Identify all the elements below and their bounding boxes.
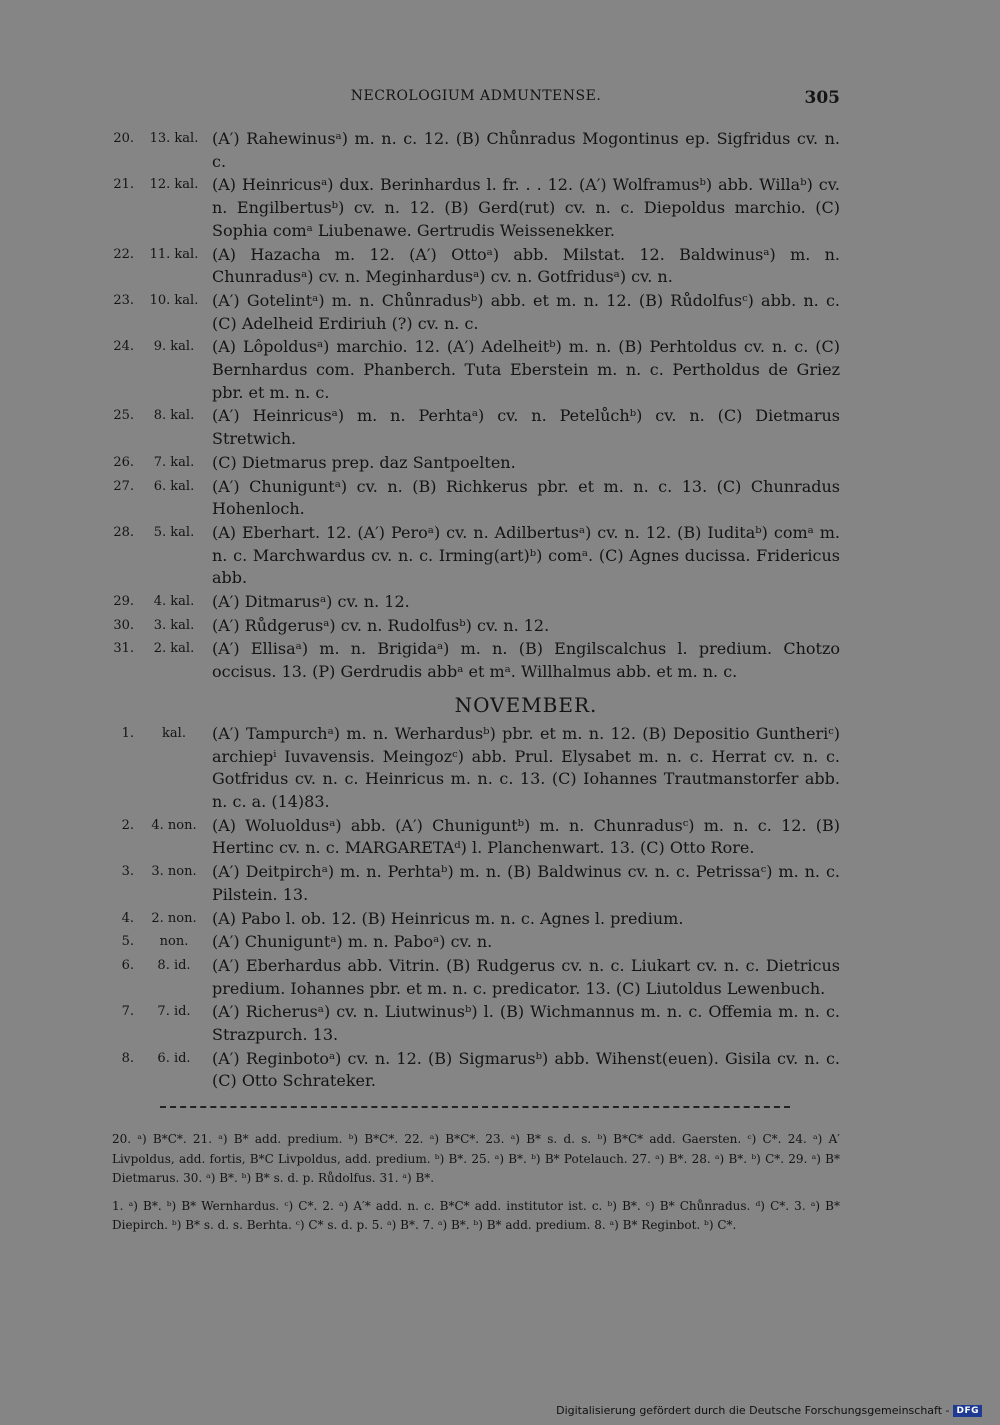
entry-roman-date: 4. kal.	[153, 594, 195, 610]
entry-roman-date: 8. id.	[157, 957, 191, 973]
entry-text: (A) Heinricusᵃ) dux. Berinhardus l. fr. . . 12. (A′) Wolframusᵇ) abb. Willaᵇ) cv. n. Engilbertusᵇ) cv. n. 12. (B) Gerd(rut) cv. n. c. Diepoldus marchio. (C) Sophia comᵃ Liubenawe. Gertrudis Weissenekker.	[212, 175, 840, 240]
entry-roman-date: 8. kal.	[153, 408, 195, 424]
entry-row	[112, 174, 840, 242]
entry-row	[112, 908, 840, 931]
entry-day-number: 27.	[113, 478, 134, 494]
entry-roman-date: non.	[159, 934, 189, 950]
entry-day-number: 21.	[113, 177, 134, 193]
entry-text: (A′) Růdgerusᵃ) cv. n. Rudolfusᵇ) cv. n. 12.	[212, 615, 550, 635]
entry-row	[112, 290, 840, 335]
entry-row	[112, 244, 840, 289]
entry-row	[112, 452, 840, 475]
entry-row	[112, 522, 840, 590]
entry-text: (A′) Reginbotoᵃ) cv. n. 12. (B) Sigmarusᵇ) abb. Wihenst(euen). Gisila cv. n. c. (C) Otto Schrateker.	[212, 1048, 840, 1091]
october-entries	[112, 128, 840, 684]
entry-text: (A) Pabo l. ob. 12. (B) Heinricus m. n. c. Agnes l. predium.	[212, 908, 684, 928]
entry-day-number: 23.	[113, 292, 134, 308]
entry-row	[112, 1001, 840, 1046]
entry-text: (A) Lôpoldusᵃ) marchio. 12. (A′) Adelheitᵇ) m. n. (B) Perhtoldus cv. n. c. (C) Bernhardus com. Phanberch. Tuta Eberstein m. n. c. Pertholdus de Griez pbr. et m. n. c.	[212, 337, 840, 402]
entry-day-number: 31.	[113, 641, 134, 657]
footnotes-october: 20. ᵃ) B*C*. 21. ᵃ) B* add. predium. ᵇ) B*C*. 22. ᵃ) B*C*. 23. ᵃ) B* s. d. s. ᵇ) B*C* add. Gaersten. ᶜ) C*. 24. ᵃ) A′ Livpoldus, add. fortis, B*C Livpoldus, add. predium. ᵇ) B*. 25. ᵃ) B*. ᵇ) B* Potelauch. 27. ᵃ) B*. 28. ᵃ) B*. ᵇ) C*. 29. ᵃ) B* Dietmarus. 30. ᵃ) B*. ᵇ) B* s. d. p. Růdolfus. 31. ᵃ) B*.	[112, 1132, 840, 1185]
entry-day-number: 29.	[113, 594, 134, 610]
page-number: 305	[804, 88, 840, 108]
page-header	[112, 88, 840, 114]
entry-roman-date: 12. kal.	[149, 177, 199, 193]
footnote-separator	[160, 1106, 790, 1108]
entry-text: (A) Hazacha m. 12. (A′) Ottoᵃ) abb. Milstat. 12. Baldwinusᵃ) m. n. Chunradusᵃ) cv. n. Meginhardusᵃ) cv. n. Gotfridusᵃ) cv. n.	[212, 244, 840, 287]
entry-row	[112, 615, 840, 638]
entry-roman-date: 7. kal.	[153, 454, 195, 470]
entry-row	[112, 128, 840, 173]
entry-day-number: 1.	[121, 725, 134, 741]
entry-text: (A′) Ellisaᵃ) m. n. Brigidaᵃ) m. n. (B) Engilscalchus l. predium. Chotzo occisus. 13. (P) Gerdrudis abbᵃ et mᵃ. Willhalmus abb. et m. n. c.	[212, 639, 840, 682]
entry-text: (A′) Ditmarusᵃ) cv. n. 12.	[212, 592, 410, 612]
entry-day-number: 8.	[121, 1050, 134, 1066]
entry-day-number: 6.	[121, 957, 134, 973]
entry-roman-date: 3. kal.	[153, 617, 195, 633]
entry-text: (A′) Gotelintᵃ) m. n. Chůnradusᵇ) abb. et m. n. 12. (B) Růdolfusᶜ) abb. n. c. (C) Adelheid Erdiriuh (?) cv. n. c.	[212, 290, 840, 333]
entry-roman-date: 2. non.	[151, 910, 197, 926]
entry-text: (A′) Deitpirchᵃ) m. n. Perhtaᵇ) m. n. (B) Baldwinus cv. n. c. Petrissaᶜ) m. n. c. Pilstein. 13.	[212, 862, 840, 904]
entry-roman-date: 11. kal.	[149, 246, 199, 262]
entry-roman-date: 6. id.	[157, 1050, 191, 1066]
entry-row	[112, 405, 840, 450]
entry-day-number: 4.	[121, 910, 134, 926]
entry-row	[112, 336, 840, 404]
entry-roman-date: 10. kal.	[149, 292, 199, 308]
entry-day-number: 2.	[121, 817, 134, 833]
entry-roman-date: 9. kal.	[153, 339, 195, 355]
entry-day-number: 7.	[121, 1004, 134, 1020]
entry-roman-date: 7. id.	[157, 1004, 191, 1020]
entry-text: (C) Dietmarus prep. daz Santpoelten.	[212, 452, 516, 472]
entry-row	[112, 815, 840, 860]
entry-text: (A) Eberhart. 12. (A′) Peroᵃ) cv. n. Adilbertusᵃ) cv. n. 12. (B) Iuditaᵇ) comᵃ m. n. c. Marchwardus cv. n. c. Irming(art)ᵇ) comᵃ. (C) Agnes ducissa. Fridericus abb.	[212, 522, 840, 588]
credit-text: Digitalisierung gefördert durch die Deutsche Forschungsgemeinschaft -	[556, 1404, 950, 1417]
entry-roman-date: 13. kal.	[149, 131, 199, 146]
entry-day-number: 30.	[113, 617, 134, 633]
entry-day-number: 20.	[113, 131, 134, 146]
entry-day-number: 25.	[113, 408, 134, 424]
entry-row	[112, 1048, 840, 1093]
entry-day-number: 28.	[113, 524, 134, 540]
footnotes-november: 1. ᵃ) B*. ᵇ) B* Wernhardus. ᶜ) C*. 2. ᵃ) A′* add. n. c. B*C* add. institutor ist. c. ᵇ) B*. ᶜ) B* Chůnradus. ᵈ) C*. 3. ᵃ) B* Diepirch. ᵇ) B* s. d. s. Berhta. ᶜ) C* s. d. p. 5. ᵃ) B*. 7. ᵃ) B*. ᵇ) B* add. predium. 8. ᵃ) B* Reginbot. ᵇ) C*.	[112, 1198, 840, 1232]
entry-row	[112, 723, 840, 814]
dfg-logo-icon: DFG	[953, 1405, 982, 1417]
entry-text: (A′) Chuniguntᵃ) m. n. Paboᵃ) cv. n.	[212, 932, 493, 952]
entry-roman-date: 6. kal.	[153, 478, 195, 494]
entry-row	[112, 955, 840, 1000]
entry-row	[112, 476, 840, 521]
entry-text: (A′) Tampurchᵃ) m. n. Werhardusᵇ) pbr. et m. n. 12. (B) Depositio Guntheriᶜ) archiepⁱ Iuvavensis. Meingozᶜ) abb. Prul. Elysabet m. n. c. Herrat cv. n. c. Gotfridus cv. n. c. Heinricus m. n. c. 13. (C) Iohannes Trautmanstorfer abb. n. c. a. (14)83.	[212, 723, 840, 811]
entry-text: (A′) Richerusᵃ) cv. n. Liutwinusᵇ) l. (B) Wichmannus m. n. c. Offemia m. n. c. Strazpurch. 13.	[212, 1002, 840, 1045]
entry-roman-date: 4. non.	[151, 817, 197, 833]
entry-day-number: 5.	[121, 934, 134, 950]
entry-day-number: 24.	[113, 339, 134, 355]
footnotes	[112, 1130, 840, 1244]
entry-row	[112, 638, 840, 683]
entry-roman-date: 2. kal.	[153, 641, 195, 657]
digitization-credit	[556, 1404, 982, 1417]
entry-text: (A′) Chuniguntᵃ) cv. n. (B) Richkerus pbr. et m. n. c. 13. (C) Chunradus Hohenloch.	[212, 476, 840, 519]
entry-row	[112, 931, 840, 954]
necrology-entries	[112, 128, 840, 1094]
entry-day-number: 26.	[113, 454, 134, 470]
entry-roman-date: 3. non.	[151, 864, 197, 880]
entry-text: (A) Woluoldusᵃ) abb. (A′) Chuniguntᵇ) m. n. Chunradusᶜ) m. n. c. 12. (B) Hertinc cv. n. c. MARGARETAᵈ) l. Planchenwart. 13. (C) Otto Rore.	[212, 815, 840, 858]
entry-roman-date: 5. kal.	[153, 524, 195, 540]
entry-text: (A′) Eberhardus abb. Vitrin. (B) Rudgerus cv. n. c. Liukart cv. n. c. Dietricus predium. Iohannes pbr. et m. n. c. predicator. 13. (C) Liutoldus Lewenbuch.	[212, 955, 840, 998]
entry-day-number: 22.	[113, 246, 134, 262]
entry-row	[112, 591, 840, 614]
entry-text: (A′) Heinricusᵃ) m. n. Perhtaᵃ) cv. n. Petelůchᵇ) cv. n. (C) Dietmarus Stretwich.	[212, 406, 840, 449]
entry-row	[112, 861, 840, 906]
month-heading: NOVEMBER.	[454, 692, 598, 717]
entry-day-number: 3.	[121, 864, 134, 880]
entry-roman-date: kal.	[162, 725, 186, 741]
running-title: NECROLOGIUM ADMUNTENSE.	[350, 88, 602, 104]
entry-text: (A′) Rahewinusᵃ) m. n. c. 12. (B) Chůnradus Mogontinus ep. Sigfridus cv. n. c.	[212, 129, 840, 171]
november-entries	[112, 723, 840, 1093]
